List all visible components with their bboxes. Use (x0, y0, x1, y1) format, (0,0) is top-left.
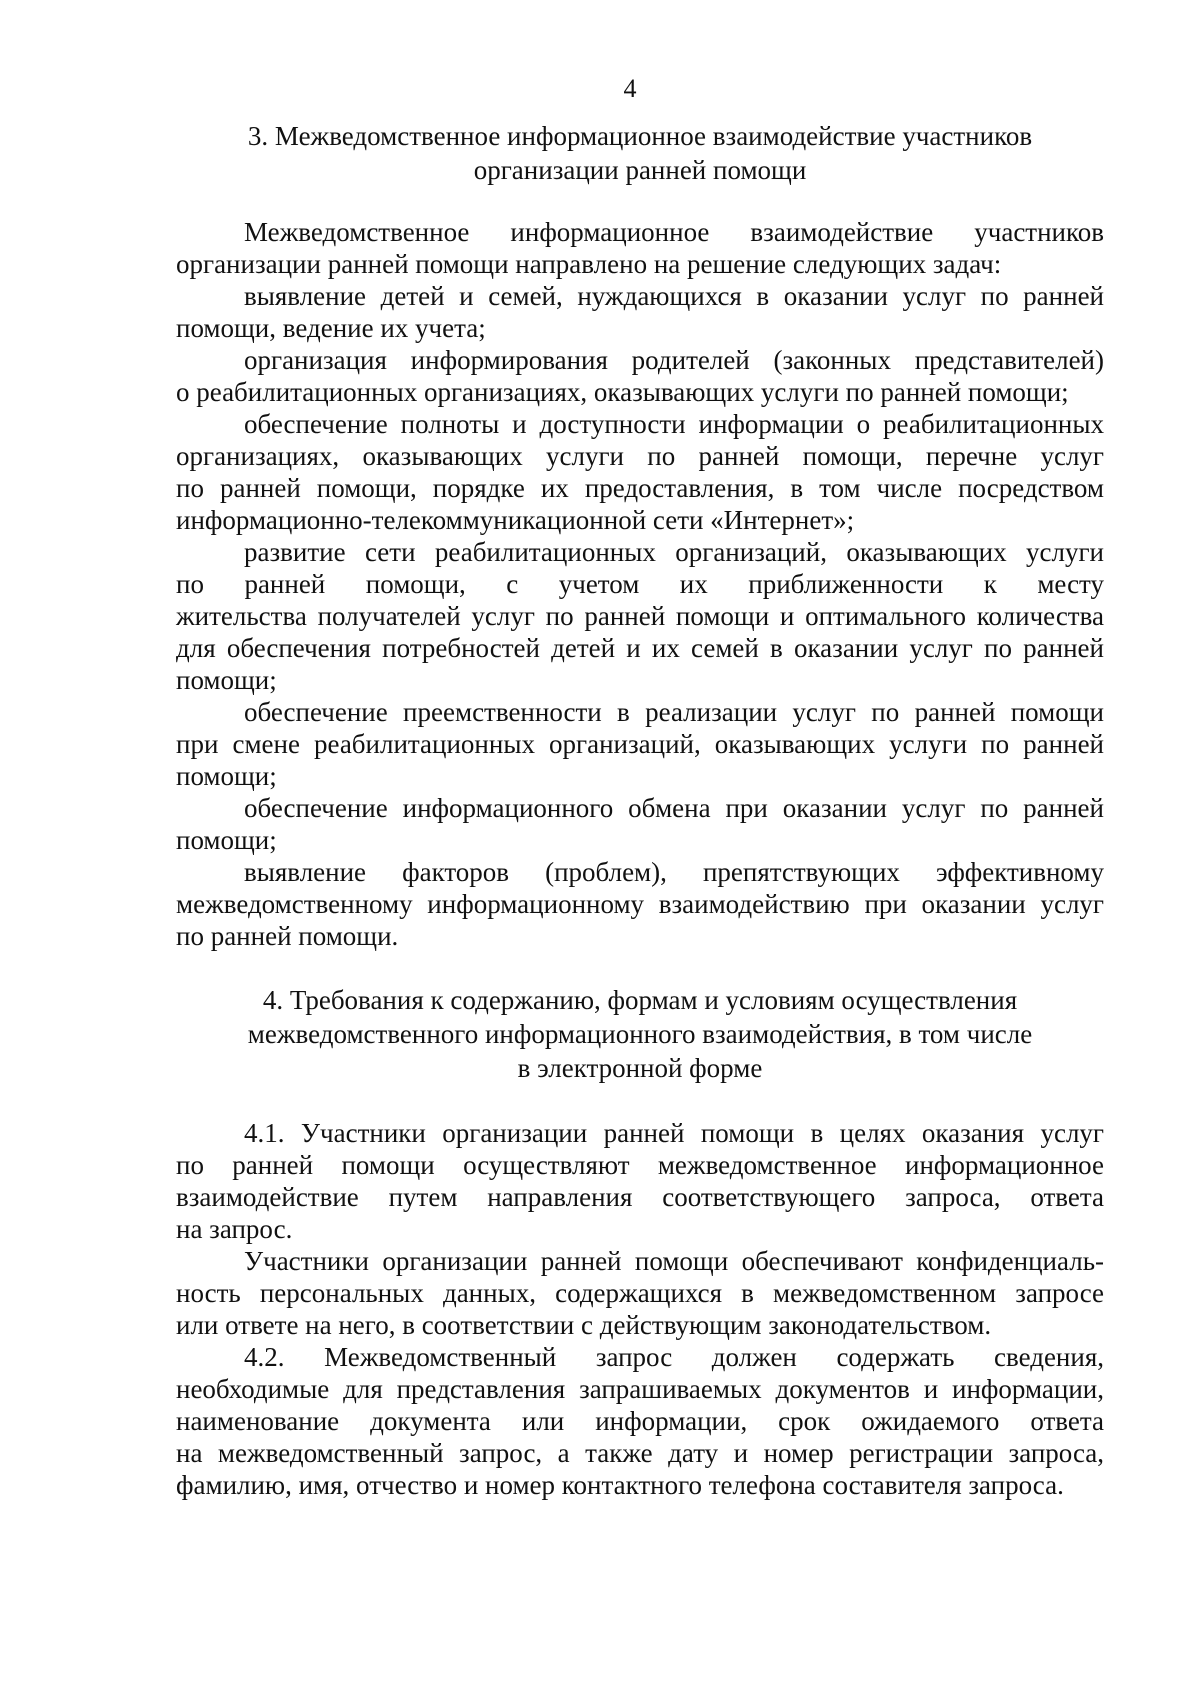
text-line: наименование документа или информации, срок ожидаемого ответа (176, 1406, 1104, 1436)
paragraph (176, 1341, 1104, 1501)
paragraph (176, 280, 1104, 344)
page-number: 4 (623, 74, 637, 103)
text-line: информационно-телекоммуникационной сети «Интернет»; (176, 505, 855, 535)
text-line: выявление факторов (проблем), препятствующих эффективному (244, 857, 1104, 887)
text-line: организации ранней помощи направлено на решение следующих задач: (176, 249, 1002, 279)
text-line: развитие сети реабилитационных организаций, оказывающих услуги (244, 537, 1104, 567)
paragraph (176, 1117, 1104, 1245)
text-line: при смене реабилитационных организаций, оказывающих услуги по ранней (176, 729, 1104, 759)
text-line: ность персональных данных, содержащихся в межведомственном запросе (176, 1278, 1104, 1308)
paragraph (176, 216, 1104, 280)
text-line: взаимодействие путем направления соответствующего запроса, ответа (176, 1182, 1104, 1212)
text-line: необходимые для представления запрашиваемых документов и информации, (176, 1374, 1104, 1404)
paragraph (176, 536, 1104, 696)
text-line: 4.2. Межведомственный запрос должен содержать сведения, (244, 1342, 1104, 1372)
paragraph (176, 408, 1104, 536)
text-line: на межведомственный запрос, а также дату и номер регистрации запроса, (176, 1438, 1104, 1468)
text-line: по ранней помощи. (176, 921, 399, 951)
section-4-body (176, 1117, 1104, 1501)
heading-line: 3. Межведомственное информационное взаимодействие участников (247, 121, 1033, 151)
paragraph (176, 344, 1104, 408)
text-line: межведомственному информационному взаимодействию при оказании услуг (176, 889, 1104, 919)
heading-line: 4. Требования к содержанию, формам и условиям осуществления (262, 985, 1018, 1015)
text-line: о реабилитационных организациях, оказывающих услуги по ранней помощи; (176, 377, 1069, 407)
text-line: помощи, ведение их учета; (176, 313, 486, 343)
text-line: или ответе на него, в соответствии с действующим законодательством. (176, 1310, 992, 1340)
text-line: помощи; (176, 825, 277, 855)
text-line: по ранней помощи, порядке их предоставления, в том числе посредством (176, 473, 1104, 503)
heading-line: организации ранней помощи (473, 155, 807, 185)
text-line: помощи; (176, 665, 277, 695)
text-line: жительства получателей услуг по ранней помощи и оптимального количества (176, 601, 1104, 631)
text-line: по ранней помощи, с учетом их приближенности к месту (176, 569, 1104, 599)
text-line: организация информирования родителей (законных представителей) (244, 345, 1104, 375)
text-line: 4.1. Участники организации ранней помощи в целях оказания услуг (244, 1118, 1104, 1148)
section-4-heading (176, 983, 1104, 1085)
text-line: на запрос. (176, 1214, 293, 1244)
text-line: обеспечение информационного обмена при оказании услуг по ранней (244, 793, 1104, 823)
text-line: фамилию, имя, отчество и номер контактного телефона составителя запроса. (176, 1470, 1064, 1500)
text-line: выявление детей и семей, нуждающихся в оказании услуг по ранней (244, 281, 1104, 311)
text-line: для обеспечения потребностей детей и их семей в оказании услуг по ранней (176, 633, 1104, 663)
text-line: обеспечение преемственности в реализации услуг по ранней помощи (244, 697, 1104, 727)
text-line: Межведомственное информационное взаимодействие участников (244, 217, 1104, 247)
text-line: помощи; (176, 761, 277, 791)
section-3-body (176, 216, 1104, 952)
text-line: Участники организации ранней помощи обеспечивают конфиденциаль- (244, 1246, 1104, 1276)
text-line: обеспечение полноты и доступности информации о реабилитационных (244, 409, 1104, 439)
paragraph (176, 856, 1104, 952)
paragraph (176, 1245, 1104, 1341)
paragraph (176, 792, 1104, 856)
text-line: организациях, оказывающих услуги по ранней помощи, перечне услуг (176, 441, 1104, 471)
heading-line: в электронной форме (517, 1053, 763, 1083)
section-3-heading (176, 119, 1104, 187)
heading-line: межведомственного информационного взаимодействия, в том числе (247, 1019, 1033, 1049)
paragraph (176, 696, 1104, 792)
text-line: по ранней помощи осуществляют межведомственное информационное (176, 1150, 1104, 1180)
